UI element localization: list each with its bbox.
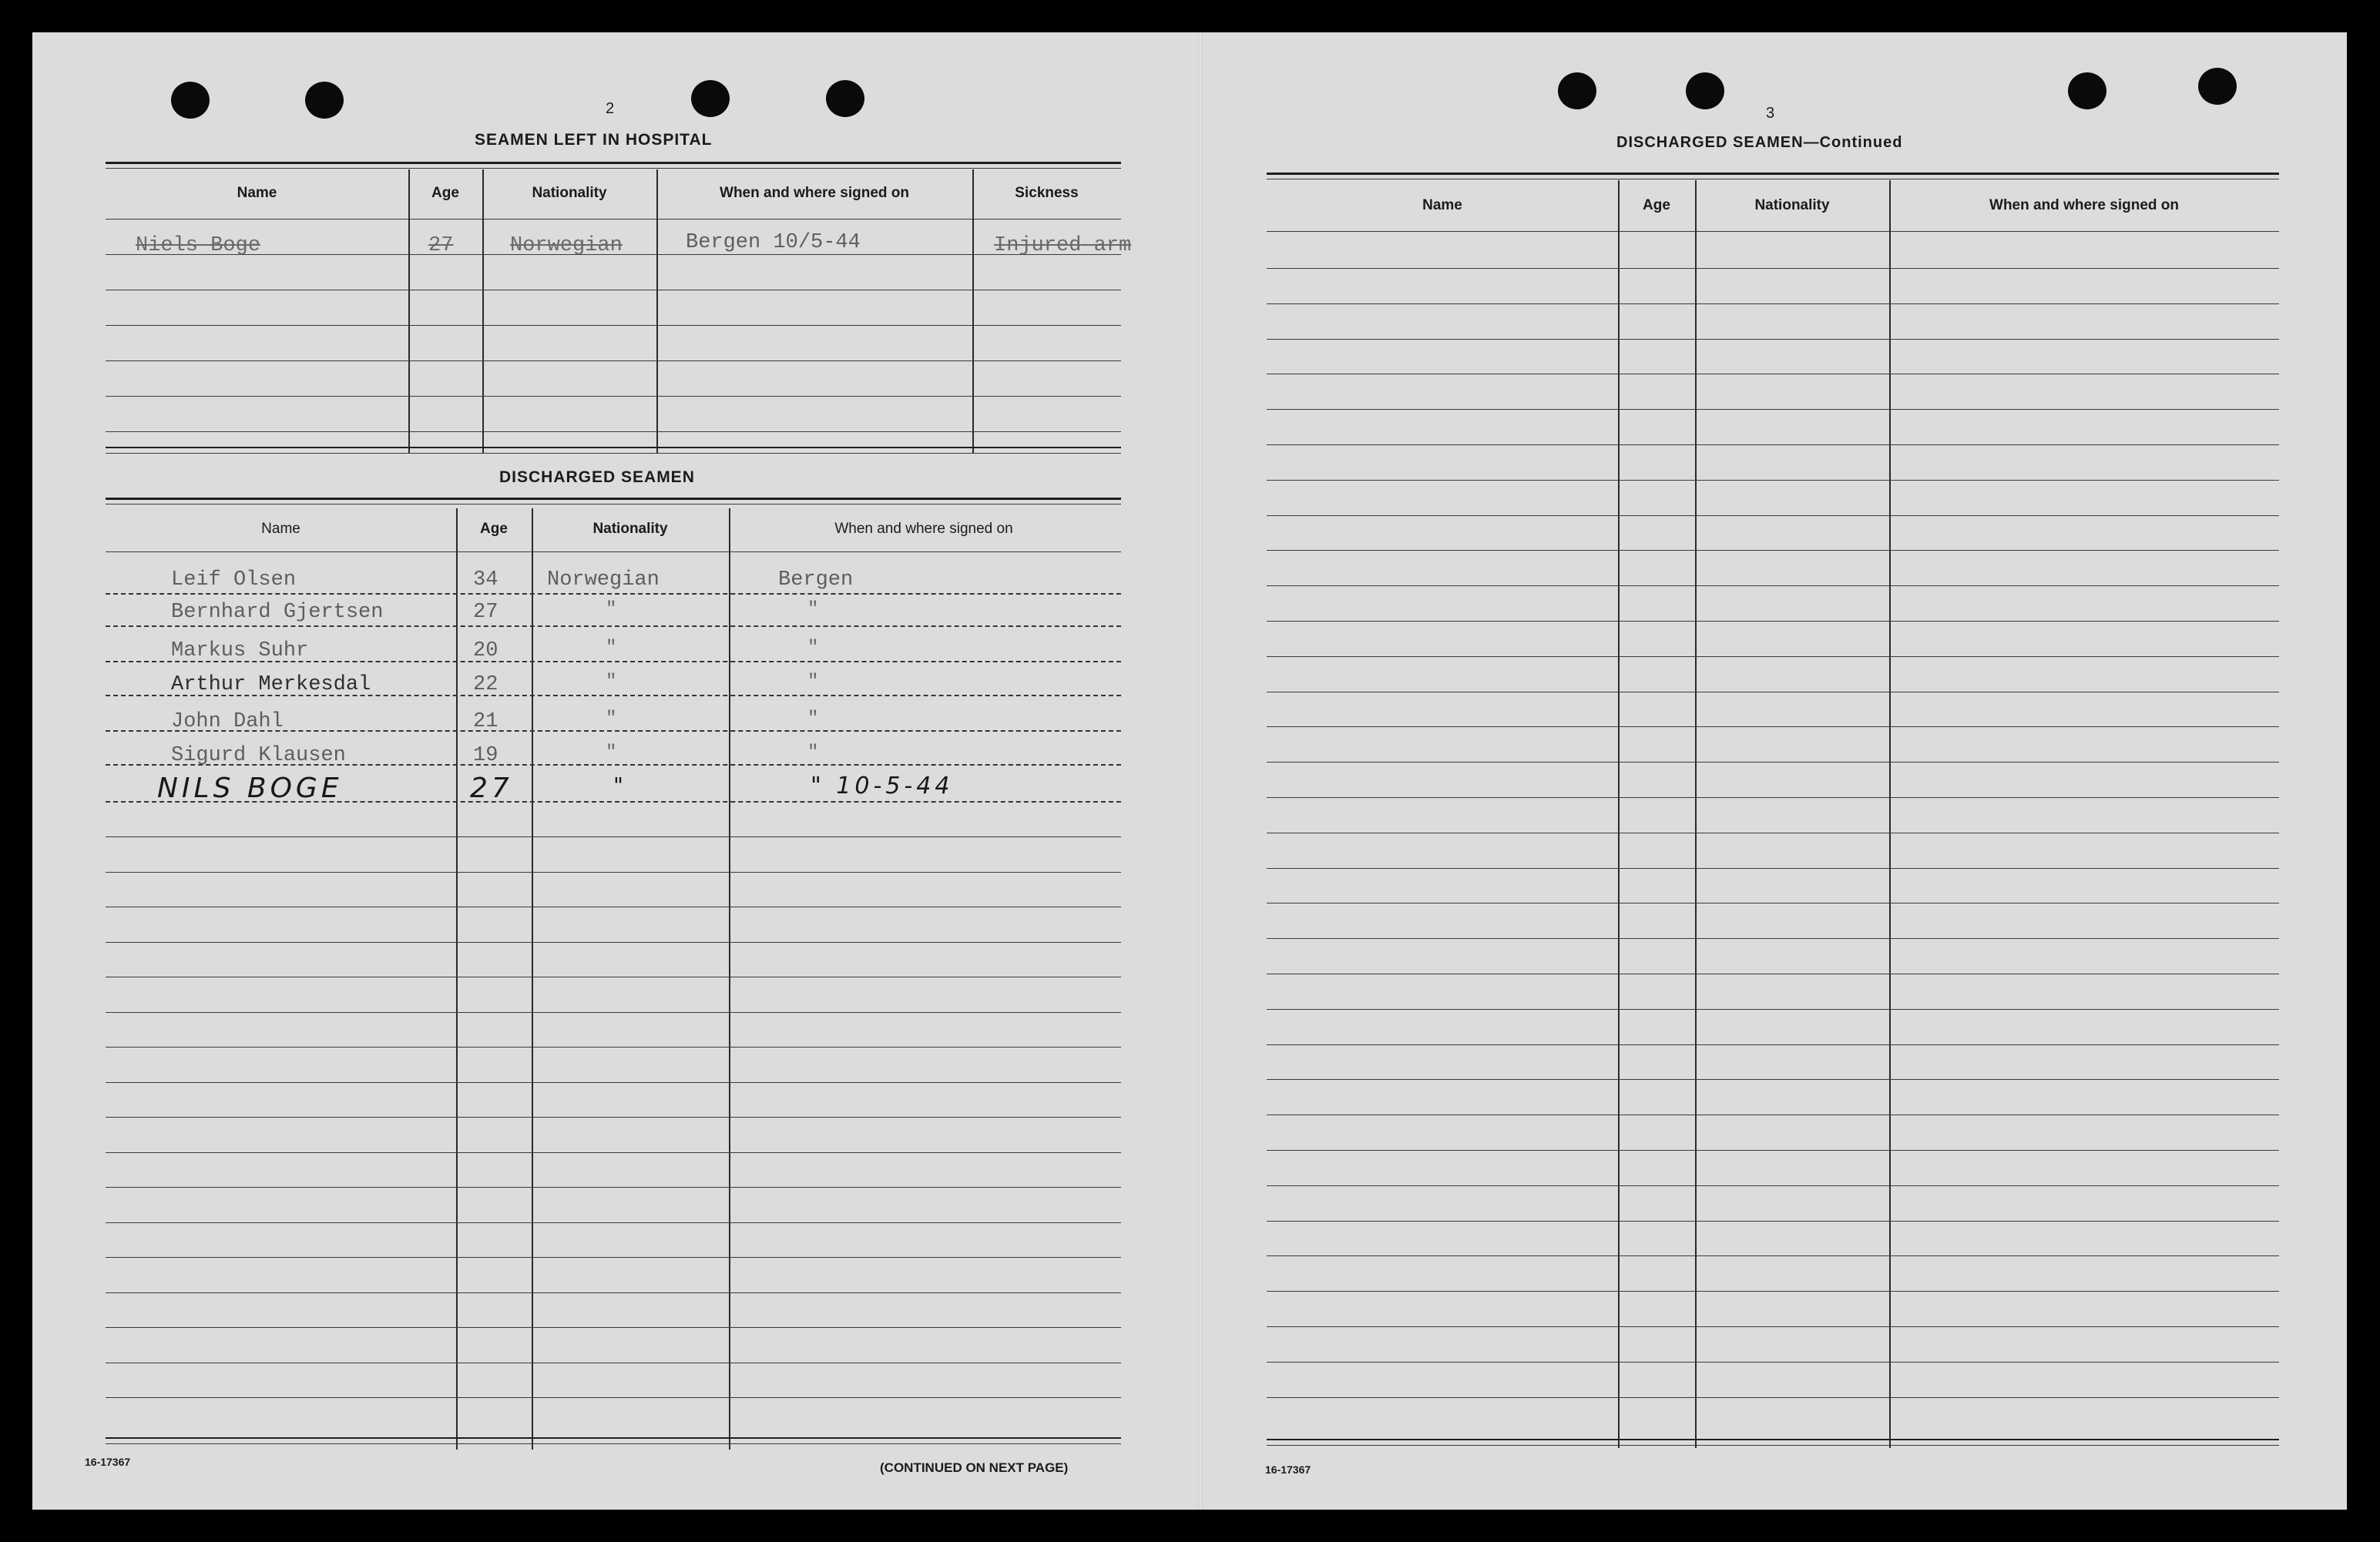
hospital-row-signed-on: Bergen 10/5-44 (686, 231, 861, 254)
table-rule (1267, 1291, 2279, 1292)
punch-hole (2198, 68, 2237, 105)
discharged-row-age: 22 (473, 673, 498, 696)
table-rule (106, 360, 1121, 361)
table-rule (106, 453, 1121, 454)
ditto-mark: " (606, 743, 617, 763)
table-rule (1267, 550, 2279, 551)
table-rule (106, 625, 1121, 627)
continued-note: (CONTINUED ON NEXT PAGE) (880, 1460, 1069, 1475)
ditto-mark: " (807, 672, 819, 692)
column-divider (532, 508, 533, 1450)
page-number-left: 2 (606, 100, 615, 117)
handwritten-signed-on: " 10-5-44 (811, 773, 954, 799)
hospital-row-sickness: Injured arm (994, 234, 1132, 257)
column-divider (656, 169, 658, 453)
discharged-row-name: Markus Suhr (171, 639, 309, 662)
table-rule (1267, 268, 2279, 269)
discharged-header-nationality: Nationality (592, 521, 668, 537)
table-rule (1267, 1326, 2279, 1327)
discharged-header-name: Name (261, 521, 300, 537)
ditto-mark: " (606, 672, 617, 692)
discharged-row-age: 19 (473, 744, 498, 767)
table-rule (1267, 1439, 2279, 1440)
table-rule (1267, 1362, 2279, 1363)
hospital-header-age: Age (431, 185, 459, 201)
discharged-row-age: 34 (473, 568, 498, 592)
table-rule (1267, 1445, 2279, 1446)
table-rule (1267, 480, 2279, 481)
table-rule (106, 1257, 1121, 1258)
punch-hole (305, 82, 344, 119)
ditto-mark: " (807, 638, 819, 659)
right-header-name: Name (1422, 197, 1462, 213)
form-number-right: 16-17367 (1265, 1463, 1311, 1476)
discharged-header-age: Age (480, 521, 508, 537)
discharged-row-name: John Dahl (171, 710, 284, 733)
table-rule (106, 1292, 1121, 1293)
discharged-section-title: DISCHARGED SEAMEN (499, 468, 695, 486)
table-rule (106, 1047, 1121, 1048)
discharged-row-age: 27 (473, 601, 498, 624)
table-rule (1267, 938, 2279, 939)
punch-hole (826, 80, 864, 117)
discharged-row-name: Leif Olsen (171, 568, 297, 592)
punch-hole (1686, 72, 1724, 109)
table-rule (106, 872, 1121, 873)
ditto-mark: " (807, 743, 819, 763)
discharged-row-name: Sigurd Klausen (171, 744, 346, 767)
hospital-header-nationality: Nationality (532, 185, 607, 201)
table-rule (106, 431, 1121, 432)
table-rule (106, 1437, 1121, 1439)
table-rule (1267, 444, 2279, 445)
table-rule (1267, 585, 2279, 586)
discharged-row-name: Bernhard Gjertsen (171, 601, 384, 624)
right-header-age: Age (1643, 197, 1670, 213)
page-number-right: 3 (1766, 105, 1775, 122)
table-rule (106, 1117, 1121, 1118)
table-rule (106, 396, 1121, 397)
table-rule (1267, 1150, 2279, 1151)
table-rule (1267, 868, 2279, 869)
ditto-mark: " (606, 638, 617, 659)
column-divider (408, 169, 410, 453)
handwritten-age: 27 (470, 773, 513, 804)
ditto-mark: " (606, 599, 617, 620)
table-rule (1267, 339, 2279, 340)
table-rule (1267, 1009, 2279, 1010)
form-number-left: 16-17367 (85, 1456, 131, 1468)
table-rule (1267, 656, 2279, 657)
table-rule (1267, 1044, 2279, 1045)
hospital-header-name: Name (237, 185, 277, 201)
table-rule (1267, 621, 2279, 622)
column-divider (482, 169, 484, 453)
handwritten-nationality: " (613, 773, 627, 798)
column-divider (972, 169, 974, 453)
table-rule (1267, 1255, 2279, 1256)
right-header-when-and-where-signed-on: When and where signed on (1989, 197, 2179, 213)
table-rule (1267, 231, 2279, 232)
discharged-header-when-and-where-signed-on: When and where signed on (834, 521, 1013, 537)
right-header-nationality: Nationality (1754, 197, 1830, 213)
handwritten-name: NILS BOGE (157, 773, 343, 804)
table-rule (1267, 1397, 2279, 1398)
page-fold (1198, 32, 1203, 1510)
ditto-mark: " (807, 709, 819, 729)
table-rule (1267, 515, 2279, 516)
table-rule (106, 219, 1121, 220)
punch-hole (2068, 72, 2106, 109)
table-rule (106, 1187, 1121, 1188)
table-rule (1267, 1221, 2279, 1222)
column-divider (456, 508, 458, 1450)
punch-hole (691, 80, 730, 117)
punch-hole (1558, 72, 1596, 109)
table-rule (106, 942, 1121, 943)
discharged-row-signed-on: Bergen (778, 568, 854, 592)
table-rule (1267, 303, 2279, 304)
hospital-header-sickness: Sickness (1015, 185, 1079, 201)
table-rule (106, 1327, 1121, 1328)
ditto-mark: " (807, 599, 819, 620)
ditto-mark: " (606, 709, 617, 729)
discharged-row-age: 21 (473, 710, 498, 733)
table-rule (106, 551, 1121, 552)
table-rule (1267, 409, 2279, 410)
column-divider (729, 508, 730, 1450)
table-rule (106, 325, 1121, 326)
table-rule (106, 836, 1121, 837)
table-rule (106, 447, 1121, 448)
table-rule (106, 1082, 1121, 1083)
discharged-row-name: Arthur Merkesdal (171, 673, 371, 696)
discharged-row-age: 20 (473, 639, 498, 662)
table-rule (106, 1222, 1121, 1223)
table-rule (106, 1152, 1121, 1153)
column-divider (1695, 180, 1697, 1448)
table-rule (106, 1012, 1121, 1013)
hospital-row-age: 27 (428, 234, 454, 257)
hospital-row-name: Niels Boge (136, 234, 261, 257)
table-rule (106, 1397, 1121, 1398)
table-rule (1267, 1079, 2279, 1080)
table-rule (1267, 762, 2279, 763)
table-rule (1267, 1185, 2279, 1186)
hospital-section-title: SEAMEN LEFT IN HOSPITAL (475, 131, 713, 149)
right-section-title: DISCHARGED SEAMEN—Continued (1616, 134, 1903, 151)
column-divider (1889, 180, 1891, 1448)
table-rule (1267, 726, 2279, 727)
hospital-row-nationality: Norwegian (510, 234, 623, 257)
hospital-header-when-and-where-signed-on: When and where signed on (720, 185, 909, 201)
discharged-row-nationality: Norwegian (547, 568, 660, 592)
column-divider (1618, 180, 1620, 1448)
table-rule (1267, 797, 2279, 798)
table-rule (106, 593, 1121, 595)
table-rule (106, 1443, 1121, 1444)
punch-hole (171, 82, 210, 119)
